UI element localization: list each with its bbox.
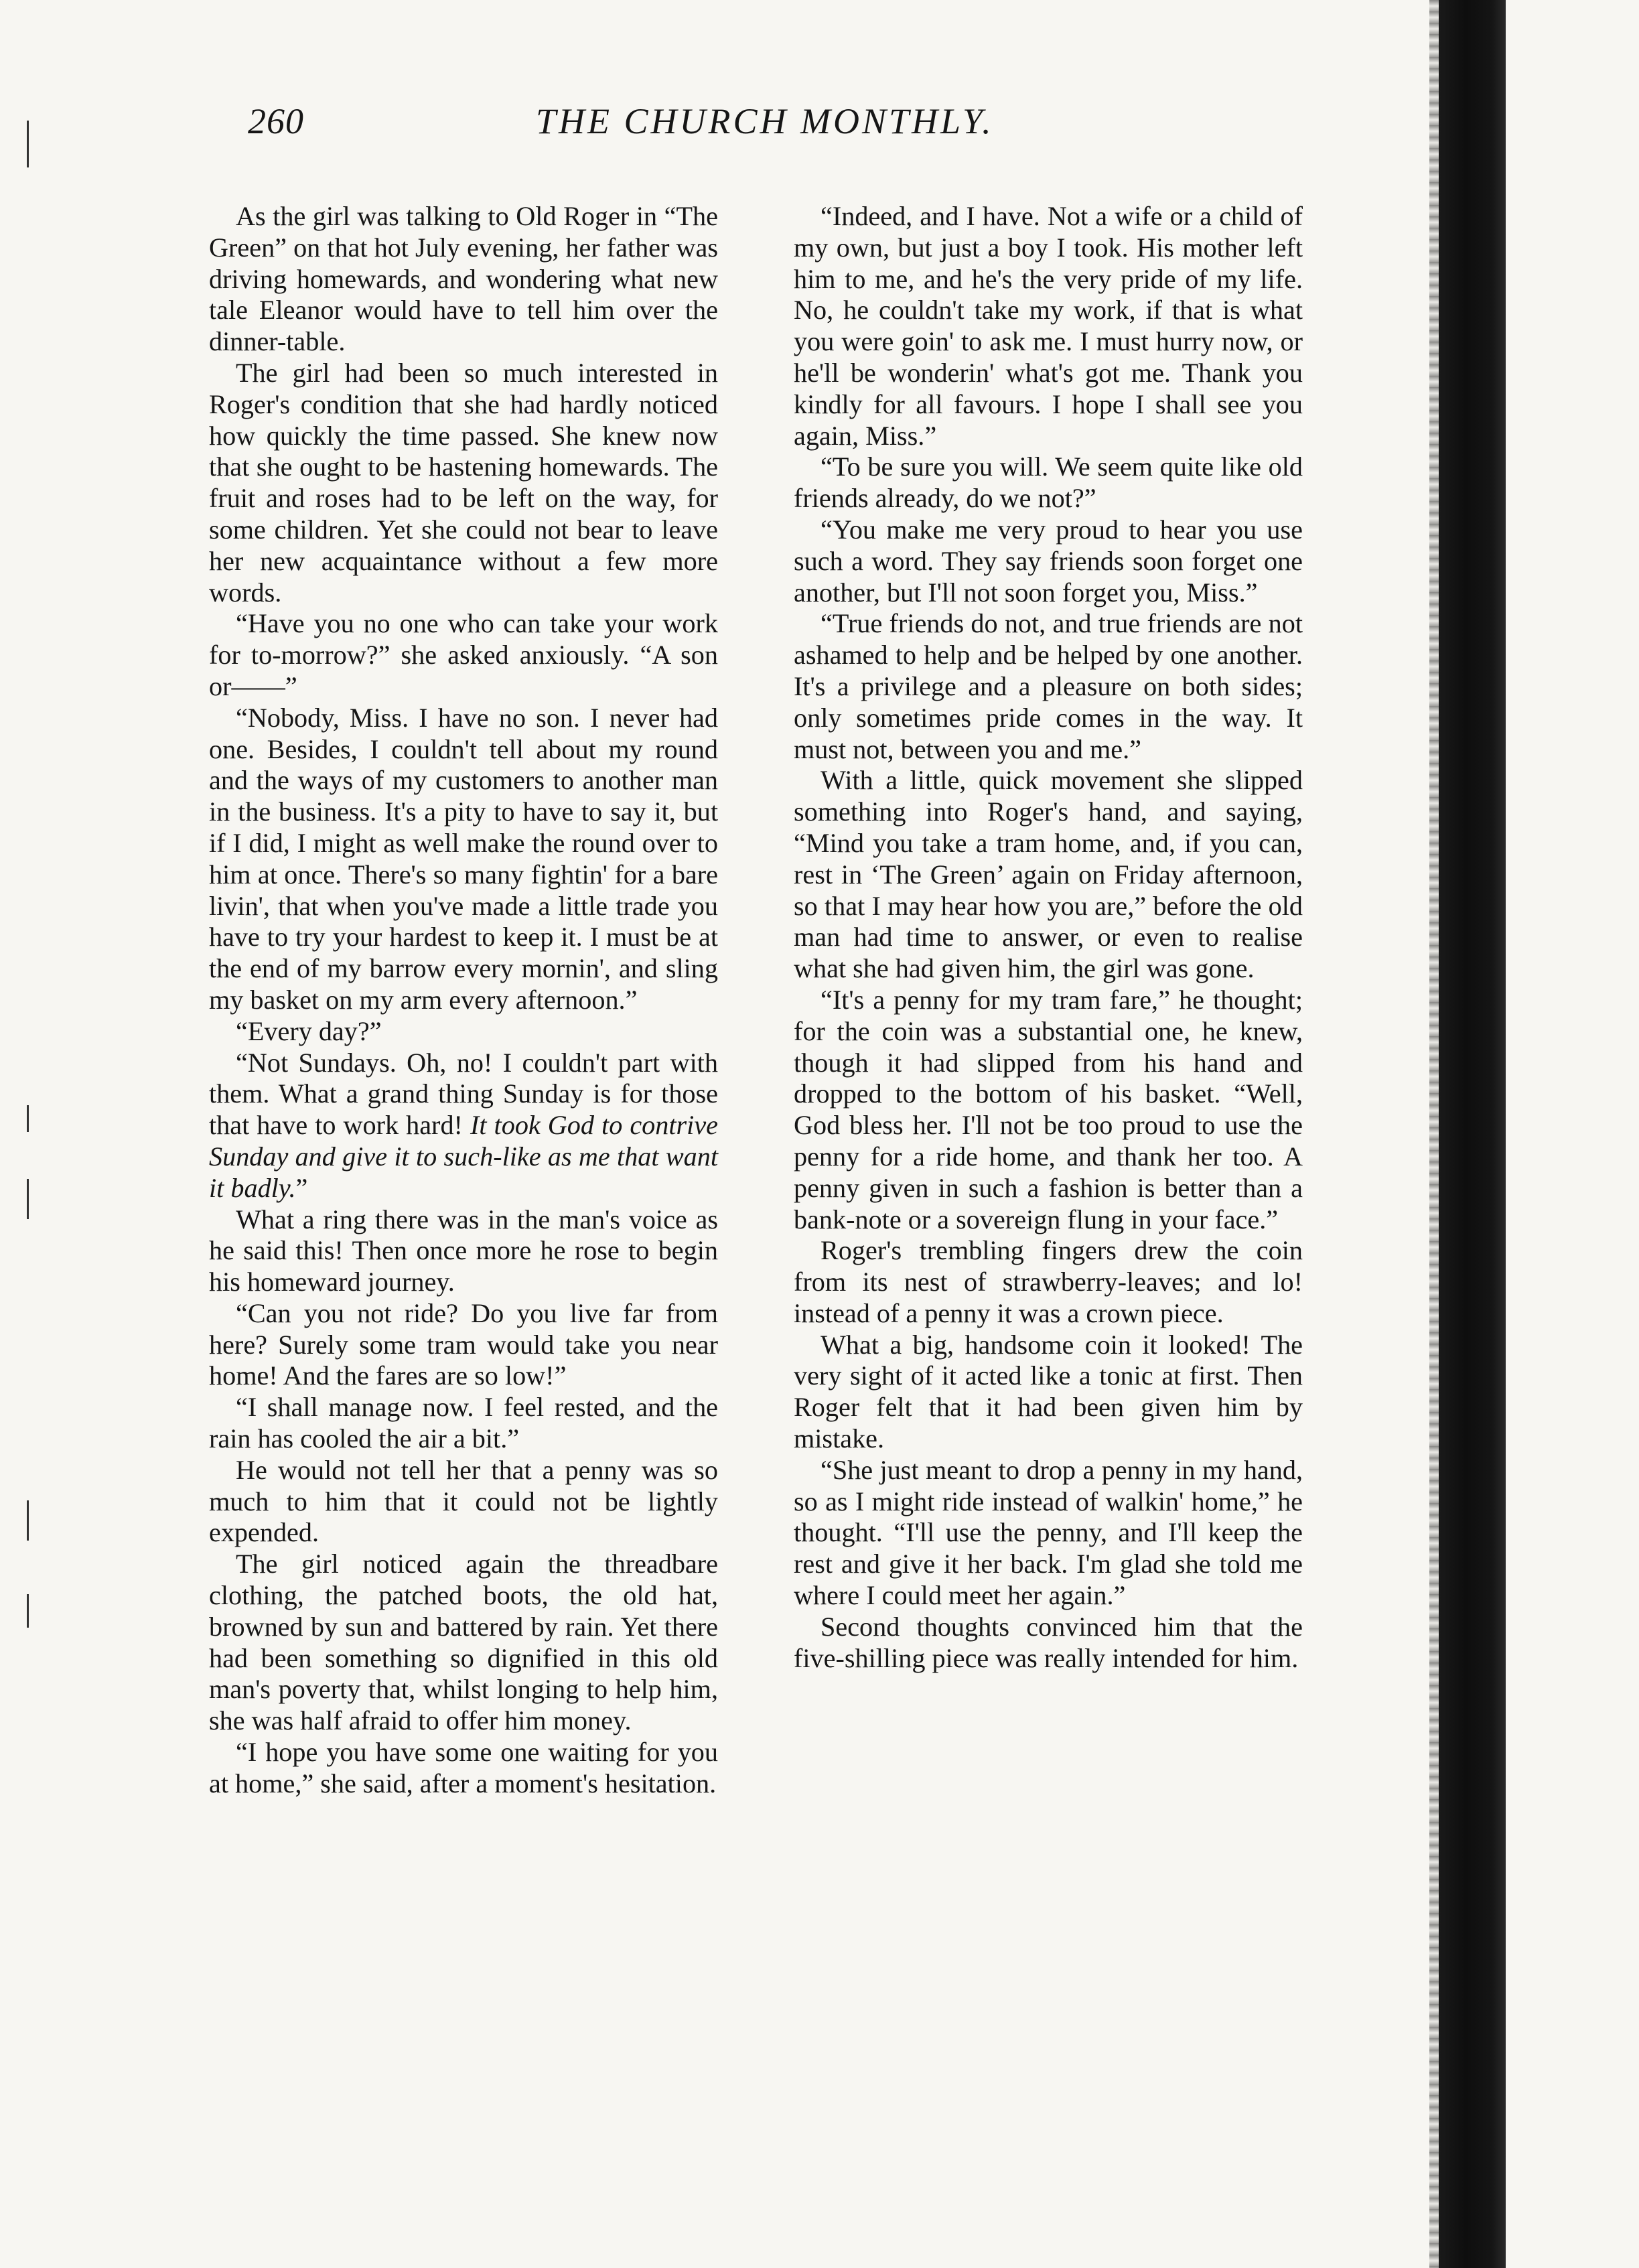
paragraph: “She just meant to drop a penny in my hand, so as I might ride instead of walkin' home,” he thought. “I'll use the penny, and I'll keep the rest and give it her back. I'm glad she told me where I could meet her again.” [794, 1454, 1303, 1611]
paragraph-text: “Not Sundays. Oh, no! I couldn't part with them. What a grand thing Sunday is for those that have to work hard! [209, 1047, 718, 1141]
paragraph: What a ring there was in the man's voice as he said this! Then once more he rose to begin his homeward journey. [209, 1204, 718, 1297]
paragraph: Second thoughts convinced him that the five-shilling piece was really intended for him. [794, 1611, 1303, 1673]
paragraph: “You make me very proud to hear you use such a word. They say friends soon forget one another, but I'll not soon forget you, Miss.” [794, 514, 1303, 608]
paragraph: “Every day?” [236, 1015, 382, 1046]
paragraph: What a big, handsome coin it looked! The very sight of it acted like a tonic at first. Then Roger felt that it had been given him by mistake. [794, 1329, 1303, 1454]
paragraph: The girl had been so much interested in Roger's condition that she had hardly noticed how quickly the time passed. She knew now that she ought to be hastening homewards. The fruit and roses had to be left on the way, for some children. Yet she could not bear to leave her new acquaintance without a few more words. [209, 357, 718, 608]
paragraph: The girl noticed again the threadbare clothing, the patched boots, the old hat, browned by sun and battered by rain. Yet there had been something so dignified in this old man's poverty that, whilst longing to help him, she was half afraid to offer him money. [209, 1549, 718, 1736]
paragraph: “Indeed, and I have. Not a wife or a child of my own, but just a boy I took. His mother left him to me, and he's the very pride of my life. No, he couldn't take my work, if that is what you were goin' to ask me. I must hurry now, or he'll be wonderin' what's got me. Thank you kindly for all favours. I hope I shall see you again, Miss.” [794, 201, 1303, 451]
scan-binding-edge [1439, 0, 1506, 2268]
running-title: THE CHURCH MONTHLY. [536, 101, 994, 141]
paragraph: “Nobody, Miss. I have no son. I never had one. Besides, I couldn't tell about my round and the ways of my customers to another man in the business. It's a pity to have to say it, but if I did, I might as well make the round over to him at once. There's so many fightin' for a bare livin', that when you've made a little trade you have to try your hardest to keep it. I must be at the end of my barrow every mornin', and sling my basket on my arm every afternoon.” [209, 702, 718, 1015]
right-column [794, 201, 1303, 1674]
paragraph: With a little, quick movement she slipped something into Roger's hand, and saying, “Mind you take a tram home, and, if you can, rest in ‘The Green’ again on Friday afternoon, so that I may hear how you are,” before the old man had time to answer, or even to realise what she had given him, the girl was gone. [794, 765, 1303, 984]
paragraph: He would not tell her that a penny was so much to him that it could not be lightly expended. [209, 1454, 718, 1548]
italic-quote: It took God to contrive Sunday and give it to such-like as me that want it badly. [209, 1110, 718, 1203]
paragraph: “Have you no one who can take your work for to-morrow?” she asked anxiously. “A son or——” [209, 608, 718, 701]
closing-quote: ” [295, 1172, 308, 1203]
paragraph: “Can you not ride? Do you live far from here? Surely some tram would take you near home! And the fares are so low!” [209, 1297, 718, 1391]
paragraph: “To be sure you will. We seem quite like old friends already, do we not?” [794, 451, 1303, 514]
paragraph: “It's a penny for my tram fare,” he thought; for the coin was a substantial one, he knew, though it had slipped from his hand and dropped to the bottom of his basket. “Well, God bless her. I'll not be too proud to use the penny for a ride home, and thank her too. A penny given in such a fashion is better than a bank-note or a sovereign flung in your face.” [794, 984, 1303, 1234]
page-number: 260 [248, 101, 304, 141]
page-header [248, 100, 1045, 161]
paragraph [209, 1048, 718, 1204]
paragraph: As the girl was talking to Old Roger in “The Green” on that hot July evening, her father was driving homewards, and wondering what new tale Eleanor would have to tell him over the dinner-table. [209, 201, 718, 357]
left-column [209, 201, 718, 1800]
paragraph: “I shall manage now. I feel rested, and the rain has cooled the air a bit.” [209, 1392, 718, 1454]
paragraph: “I hope you have some one waiting for you at home,” she said, after a moment's hesitation. [209, 1737, 718, 1798]
paragraph: Roger's trembling fingers drew the coin from its nest of strawberry-leaves; and lo! instead of a penny it was a crown piece. [794, 1235, 1303, 1328]
paragraph: “True friends do not, and true friends are not ashamed to help and be helped by one another. It's a privilege and a pleasure on both sides; only sometimes pride comes in the way. It must not, between you and me.” [794, 608, 1303, 764]
margin-marks [27, 0, 40, 2268]
